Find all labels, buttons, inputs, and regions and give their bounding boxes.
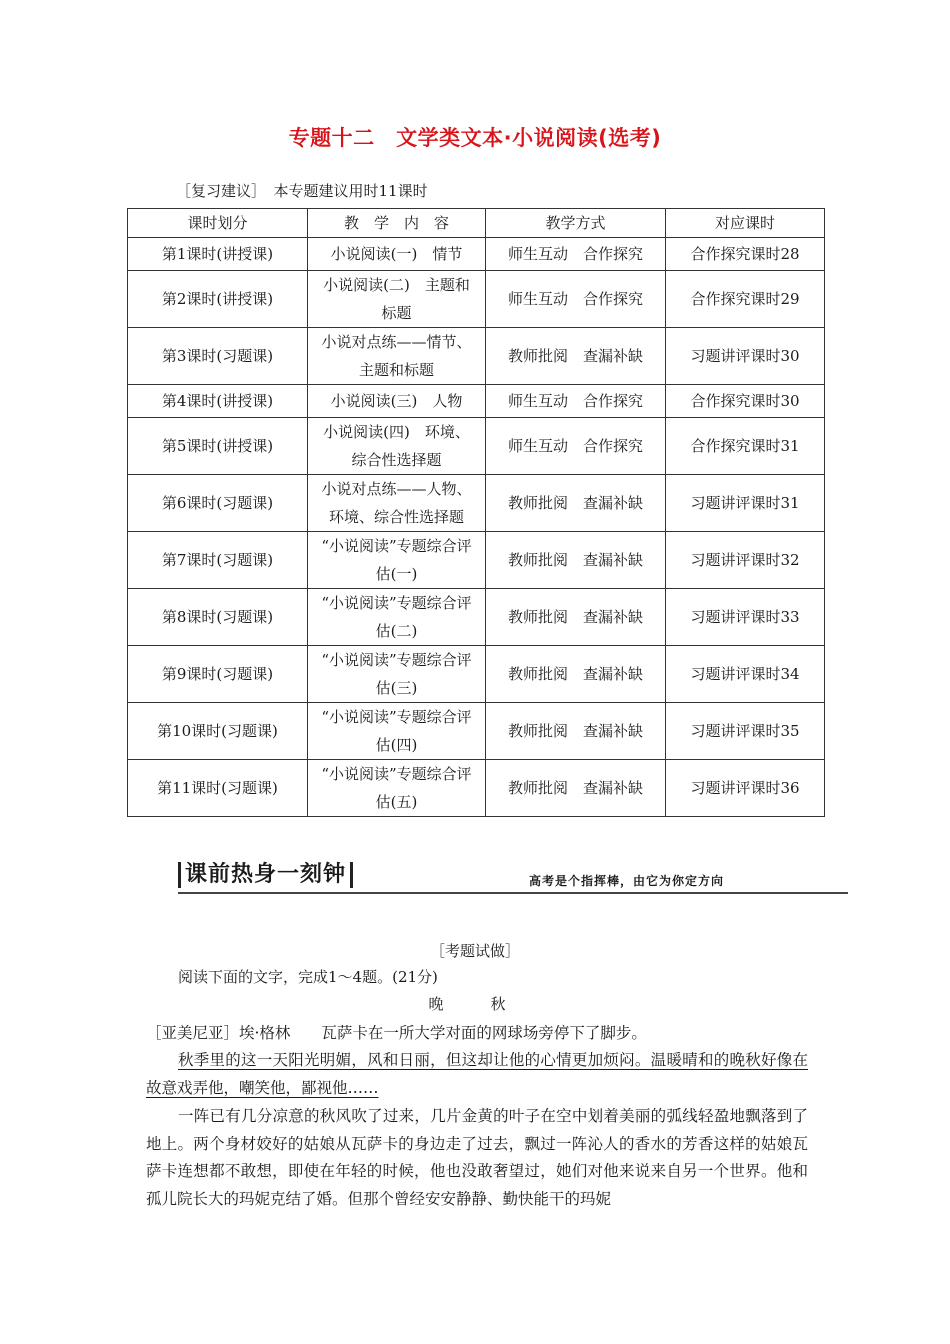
cell-content: 小说阅读(一) 情节 xyxy=(308,238,486,271)
banner-heading: 课前热身一刻钟 xyxy=(178,862,353,888)
col-header-content: 教 学 内 容 xyxy=(308,209,486,238)
cell-period: 第1课时(讲授课) xyxy=(128,238,308,271)
story-title: 晚 秋 xyxy=(428,995,522,1013)
cell-lesson: 合作探究课时28 xyxy=(666,238,825,271)
cell-content: “小说阅读”专题综合评估(四) xyxy=(308,703,486,760)
table-row xyxy=(128,646,825,703)
col-header-period: 课时划分 xyxy=(128,209,308,238)
cell-lesson: 习题讲评课时35 xyxy=(666,703,825,760)
cell-period: 第11课时(习题课) xyxy=(128,760,308,817)
review-advice: ［复习建议］ 本专题建议用时11课时 xyxy=(176,182,428,200)
table-row xyxy=(128,475,825,532)
cell-method: 教师批阅 查漏补缺 xyxy=(486,589,666,646)
table-row xyxy=(128,703,825,760)
cell-period: 第6课时(习题课) xyxy=(128,475,308,532)
col-header-lesson: 对应课时 xyxy=(666,209,825,238)
schedule-table xyxy=(127,208,825,817)
table-row xyxy=(128,532,825,589)
cell-lesson: 习题讲评课时34 xyxy=(666,646,825,703)
cell-method: 教师批阅 查漏补缺 xyxy=(486,703,666,760)
col-header-method: 教学方式 xyxy=(486,209,666,238)
cell-lesson: 习题讲评课时36 xyxy=(666,760,825,817)
cell-lesson: 习题讲评课时31 xyxy=(666,475,825,532)
table-row xyxy=(128,328,825,385)
table-row xyxy=(128,238,825,271)
page-title: 专题十二 文学类文本·小说阅读(选考) xyxy=(288,126,662,150)
cell-lesson: 合作探究课时31 xyxy=(666,418,825,475)
cell-content: 小说阅读(三) 人物 xyxy=(308,385,486,418)
underlined-text: 秋季里的这一天阳光明媚，风和日丽，但这却让他的心情更加烦闷。温暖晴和的晚秋好像在故意戏弄他，嘲笑他，鄙视他…… xyxy=(146,1051,808,1097)
cell-period: 第3课时(习题课) xyxy=(128,328,308,385)
cell-period: 第2课时(讲授课) xyxy=(128,271,308,328)
story-author-line: ［亚美尼亚］埃·格林 瓦萨卡在一所大学对面的网球场旁停下了脚步。 xyxy=(146,1024,647,1042)
table-row xyxy=(128,589,825,646)
cell-content: “小说阅读”专题综合评估(一) xyxy=(308,532,486,589)
cell-lesson: 合作探究课时29 xyxy=(666,271,825,328)
cell-lesson: 习题讲评课时33 xyxy=(666,589,825,646)
cell-period: 第7课时(习题课) xyxy=(128,532,308,589)
cell-content: 小说阅读(四) 环境、综合性选择题 xyxy=(308,418,486,475)
table-row xyxy=(128,418,825,475)
cell-period: 第10课时(习题课) xyxy=(128,703,308,760)
cell-lesson: 习题讲评课时32 xyxy=(666,532,825,589)
table-row xyxy=(128,760,825,817)
table-row xyxy=(128,385,825,418)
story-paragraph: 一阵已有几分凉意的秋风吹了过来，几片金黄的叶子在空中划着美丽的弧线轻盈地飘落到了地上。两个身材姣好的姑娘从瓦萨卡的身边走了过去，飘过一阵沁人的香水的芳香这样的姑娘瓦萨卡连想都不敢想，即使在年轻的时候，他也没敢奢望过，她们对他来说来自另一个世界。他和孤儿院长大的玛妮克结了婚。但那个曾经安安静静、勤快能干的玛妮 xyxy=(146,1107,808,1208)
cell-period: 第5课时(讲授课) xyxy=(128,418,308,475)
cell-lesson: 习题讲评课时30 xyxy=(666,328,825,385)
cell-content: 小说阅读(二) 主题和标题 xyxy=(308,271,486,328)
cell-content: 小说对点练——情节、主题和标题 xyxy=(308,328,486,385)
cell-content: 小说对点练——人物、环境、综合性选择题 xyxy=(308,475,486,532)
warmup-banner xyxy=(178,860,848,894)
reading-instruction: 阅读下面的文字，完成1～4题。(21分) xyxy=(178,968,438,986)
cell-method: 教师批阅 查漏补缺 xyxy=(486,760,666,817)
table-row xyxy=(128,271,825,328)
banner-slogan: 高考是个指挥棒，由它为你定方向 xyxy=(528,874,724,888)
cell-method: 师生互动 合作探究 xyxy=(486,271,666,328)
cell-method: 教师批阅 查漏补缺 xyxy=(486,475,666,532)
cell-period: 第4课时(讲授课) xyxy=(128,385,308,418)
cell-content: “小说阅读”专题综合评估(五) xyxy=(308,760,486,817)
cell-method: 教师批阅 查漏补缺 xyxy=(486,328,666,385)
section-label: ［考题试做］ xyxy=(429,942,520,960)
cell-period: 第8课时(习题课) xyxy=(128,589,308,646)
cell-content: “小说阅读”专题综合评估(三) xyxy=(308,646,486,703)
cell-period: 第9课时(习题课) xyxy=(128,646,308,703)
story-paragraph xyxy=(146,1047,808,1102)
cell-method: 师生互动 合作探究 xyxy=(486,238,666,271)
table-header-row xyxy=(128,209,825,238)
cell-content: “小说阅读”专题综合评估(二) xyxy=(308,589,486,646)
cell-method: 师生互动 合作探究 xyxy=(486,418,666,475)
cell-method: 教师批阅 查漏补缺 xyxy=(486,646,666,703)
cell-lesson: 合作探究课时30 xyxy=(666,385,825,418)
cell-method: 师生互动 合作探究 xyxy=(486,385,666,418)
cell-method: 教师批阅 查漏补缺 xyxy=(486,532,666,589)
